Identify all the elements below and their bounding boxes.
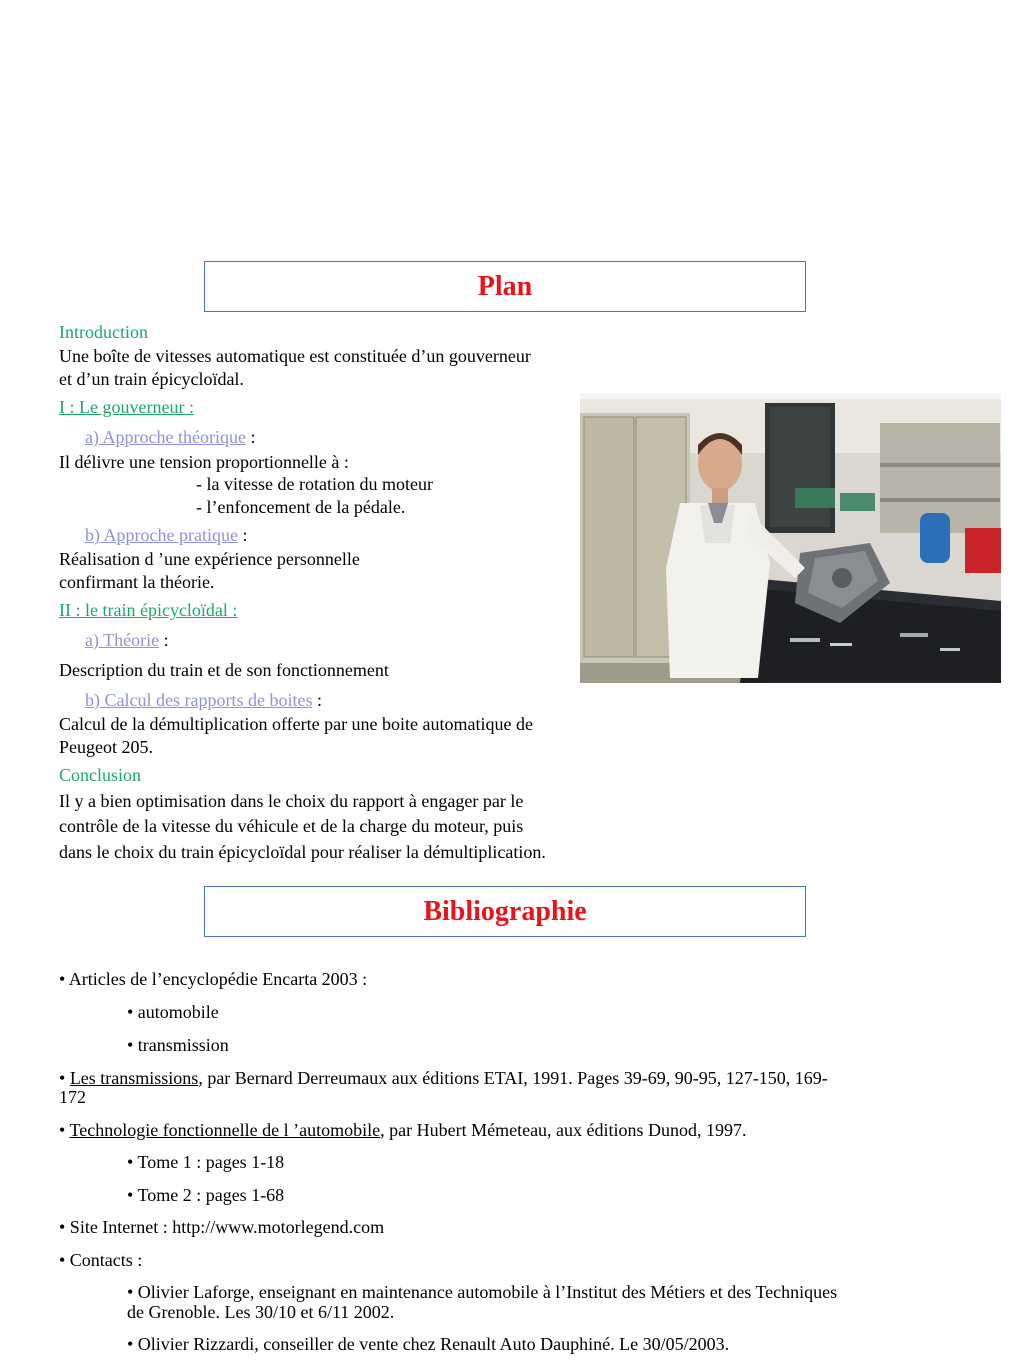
part1a-text: Il délivre une tension proportionnelle à : <box>59 452 349 472</box>
part2a-text: Description du train et de son fonctionnement <box>59 660 389 680</box>
part2b-text-line2: Peugeot 205. <box>59 737 153 757</box>
conclusion-line2: contrôle de la vitesse du véhicule et de la charge du moteur, puis <box>59 816 524 836</box>
bib-encarta-item1: • automobile <box>127 1002 219 1022</box>
bib-contact1-line1: • Olivier Laforge, enseignant en maintenance automobile à l’Institut des Métiers et des Techniques <box>127 1282 838 1302</box>
part1b-text-line2: confirmant la théorie. <box>59 572 215 592</box>
part1b-link[interactable]: b) Approche pratique <box>85 525 238 545</box>
intro-text-line1: Une boîte de vitesses automatique est constituée d’un gouverneur <box>59 346 531 366</box>
part2b-link[interactable]: b) Calcul des rapports de boites <box>85 690 313 710</box>
bib-book2-item1: • Tome 1 : pages 1-18 <box>127 1152 285 1172</box>
bib-book1-rest: , par Bernard Derreumaux aux éditions ETAI, 1991. Pages 39-69, 90-95, 127-150, 169- <box>198 1068 828 1088</box>
bib-book2-rest: , par Hubert Mémeteau, aux éditions Dunod, 1997. <box>380 1120 747 1140</box>
conclusion-line3: dans le choix du train épicycloïdal pour réaliser la démultiplication. <box>59 842 546 862</box>
part2b-colon: : <box>312 690 322 710</box>
plan-title-box <box>204 261 806 312</box>
bib-book2-bullet: • <box>59 1120 70 1140</box>
part1-heading-link[interactable]: I : Le gouverneur : <box>59 397 194 417</box>
bib-book1-line2: 172 <box>59 1087 86 1107</box>
bibliography-title-box <box>204 886 806 937</box>
part1b-colon: : <box>237 525 248 545</box>
bib-book1-bullet: • <box>59 1068 70 1088</box>
bib-website: • Site Internet : http://www.motorlegend.com <box>59 1217 385 1237</box>
bib-contact2: • Olivier Rizzardi, conseiller de vente chez Renault Auto Dauphiné. Le 30/05/2003. <box>127 1334 730 1354</box>
bib-book2-line <box>59 1119 747 1141</box>
bib-contact1-line2: de Grenoble. Les 30/10 et 6/11 2002. <box>127 1302 395 1322</box>
introduction-heading: Introduction <box>59 322 148 342</box>
plan-title: Plan <box>477 270 533 302</box>
part1a-colon: : <box>245 427 256 447</box>
part1a-item2: - l’enfoncement de la pédale. <box>196 497 406 517</box>
bib-book1-title: Les transmissions <box>69 1068 199 1088</box>
part1a-link[interactable]: a) Approche théorique <box>85 427 246 447</box>
part2b-text-line1: Calcul de la démultiplication offerte par une boite automatique de <box>59 714 534 734</box>
conclusion-line1: Il y a bien optimisation dans le choix du rapport à engager par le <box>59 791 524 811</box>
bib-book2-item2: • Tome 2 : pages 1-68 <box>127 1185 285 1205</box>
bib-contacts: • Contacts : <box>59 1250 143 1270</box>
part2b-row <box>85 689 322 711</box>
conclusion-heading: Conclusion <box>59 765 142 785</box>
bib-encarta-item2: • transmission <box>127 1035 229 1055</box>
part2-heading-link[interactable]: II : le train épicycloïdal : <box>59 600 238 620</box>
part2a-link[interactable]: a) Théorie <box>85 630 160 650</box>
bibliography-title: Bibliographie <box>423 895 587 927</box>
bib-book1-line1 <box>59 1067 828 1089</box>
part1b-row <box>85 524 247 546</box>
part1a-item1: - la vitesse de rotation du moteur <box>196 474 433 494</box>
part2a-row <box>85 629 169 651</box>
part1b-text-line1: Réalisation d ’une expérience personnelle <box>59 549 360 569</box>
bib-encarta: • Articles de l’encyclopédie Encarta 2003 : <box>59 969 368 989</box>
workshop-photo <box>580 393 1001 683</box>
bib-book2-title: Technologie fonctionnelle de l ’automobile <box>69 1120 381 1140</box>
part2a-colon: : <box>159 630 169 650</box>
part1a-row <box>85 426 255 448</box>
intro-text-line2: et d’un train épicycloïdal. <box>59 369 244 389</box>
